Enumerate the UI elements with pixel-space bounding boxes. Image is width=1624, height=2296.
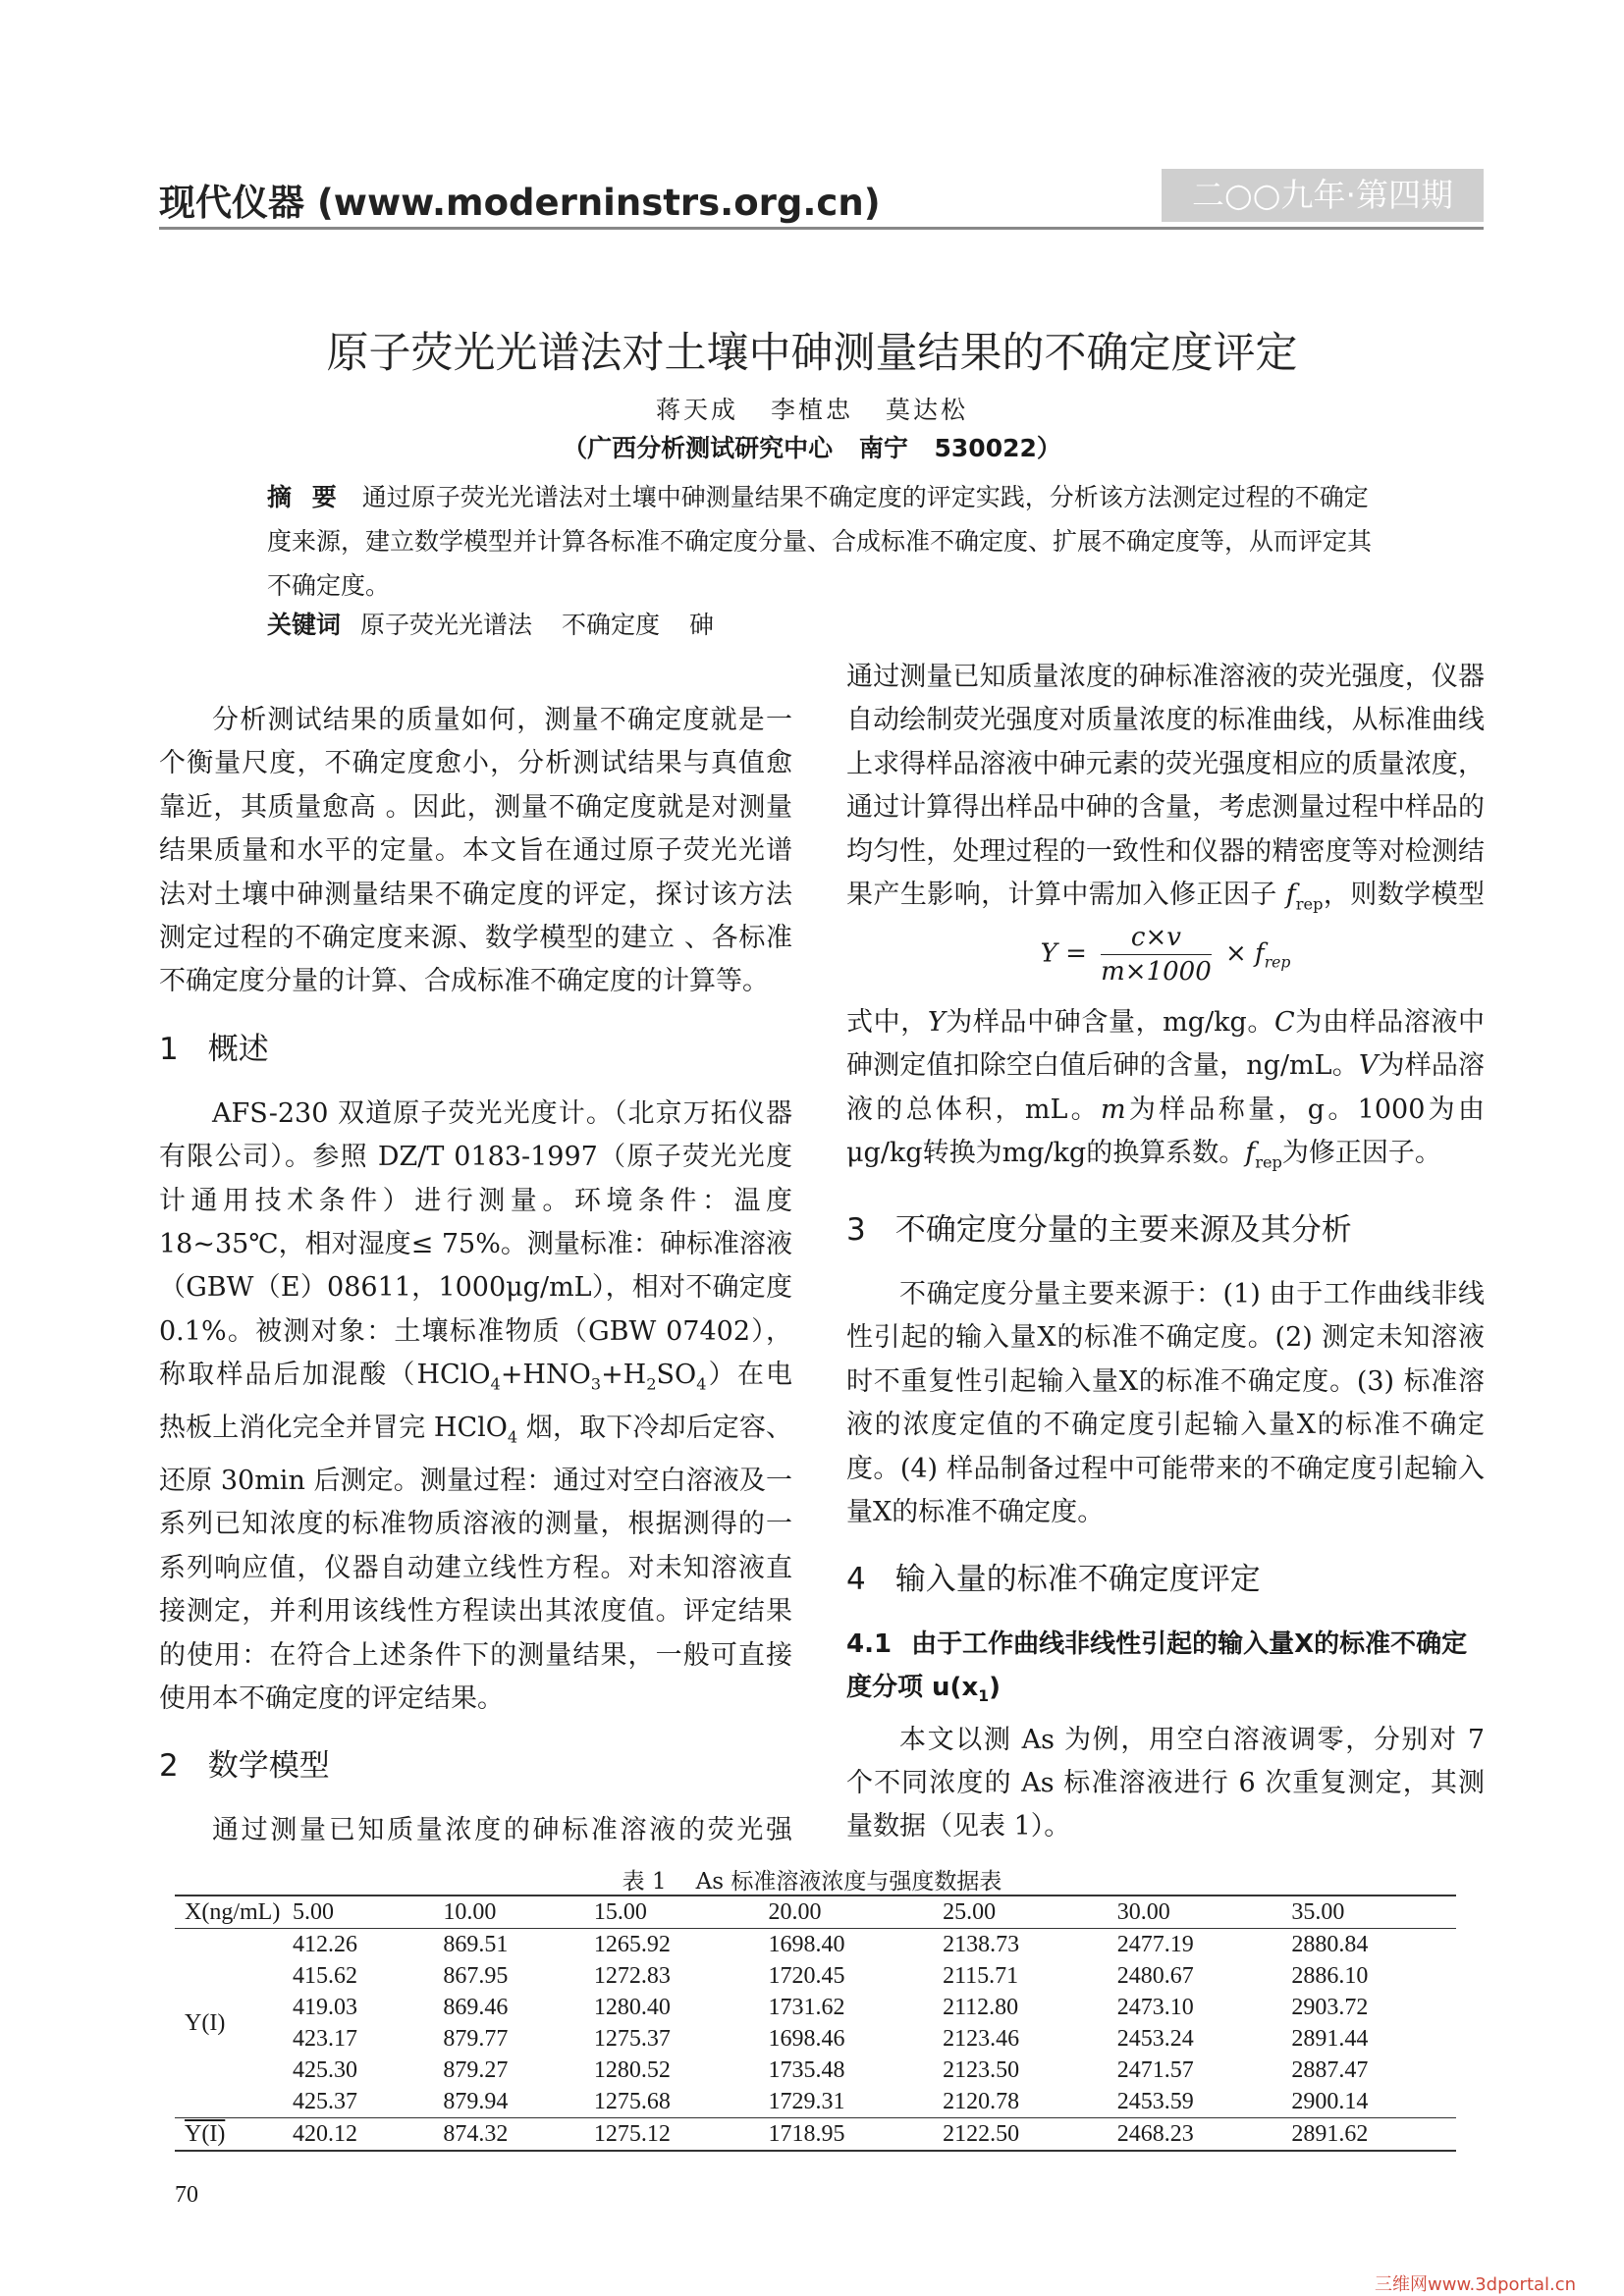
section-4-heading [846,1556,1485,1603]
x-label: X(ng/mL) [175,1896,283,1929]
x-value: 5.00 [283,1896,433,1929]
table-cell: 2453.24 [1116,2025,1194,2052]
section-number: 2 [159,1748,179,1785]
subsection-4-1-heading: 4.1 由于工作曲线非线性引起的输入量X的标准不确定度分项 $u(x_1)$ [846,1629,1468,1706]
table-cell: 869.51 [443,1931,509,1957]
table-number: 表 1 [622,1869,667,1895]
section-number: 4 [846,1562,866,1598]
table-cell: 1698.40 [768,1931,845,1957]
table-cell: 879.27 [443,2056,509,2083]
section-2-heading [159,1742,792,1789]
subsection-4-1-paragraph: 本文以测 As 为例，用空白溶液调零，分别对 7 个不同浓度的 As 标准溶液进行 6 次重复测定，其测量数据（见表 1）。 [846,1724,1485,1842]
table-cell: 419.03 [293,1994,357,2020]
table-cell: 1280.40 [593,1994,671,2020]
article-title: 原子荧光光谱法对土壤中砷测量结果的不确定度评定 [326,329,1298,378]
table-cell: 425.37 [293,2088,357,2114]
page-number: 70 [175,2182,198,2208]
section-title: 数学模型 [207,1748,330,1785]
header-divider [159,227,1484,230]
table-cell: 2453.59 [1116,2088,1194,2114]
abstract-text: 通过原子荧光光谱法对土壤中砷测量结果不确定度的评定实践，分析该方法测定过程的不确定度来源，建立数学模型并计算各标准不确定度分量、合成标准不确定度、扩展不确定度等，从而评定其不确定度。 [267,483,1373,600]
table-cell: 1729.31 [768,2088,845,2114]
section-number: 1 [159,1031,179,1067]
x-value: 15.00 [584,1896,759,1929]
table-header-row [175,1896,1456,1929]
right-column [846,662,1486,1849]
formula [846,921,1485,997]
issue-badge: 二○○九年·第四期 [1162,169,1484,222]
watermark: 三维网www.3dportal.cn [1375,2274,1577,2295]
table-cell: 2471.57 [1116,2056,1194,2083]
table-cell: 2903.72 [1291,1994,1369,2020]
section-title: 不确定度分量的主要来源及其分析 [894,1212,1352,1249]
formula-subscript: rep [1264,953,1291,972]
table-cell: 1272.83 [593,1962,671,1989]
keyword: 不确定度 [562,611,661,639]
x-value: 30.00 [1108,1896,1282,1929]
keywords-label: 关键词 [267,611,342,639]
formula-fraction [1101,921,1212,988]
intro-paragraph: 分析测试结果的质量如何，测量不确定度就是一个衡量尺度，不确定度愈小，分析测试结果与真值愈靠近，其质量愈高 。因此，测量不确定度就是对测量结果质量和水平的定量。本文旨在通过原子荧光光谱法对土壤中砷测量结果不确定度的评定，探讨该方法测定过程的不确定度来源、数学模型的建立 、各标准不确定度分量的计算、合成标准不确定度的计算等。 [159,705,792,997]
table-cell: 1731.62 [768,1994,845,2020]
section-2-paragraph-cont: 通过测量已知质量浓度的砷标准溶液的荧光强度，仪器自动绘制荧光强度对质量浓度的标准曲线，从标准曲线上求得样品溶液中砷元素的荧光强度相应的质量浓度，通过计算得出样品中砷的含量，考虑测量过程中样品的均匀性，处理过程的一致性和仪器的精密度等对检测结果产生影响，计算中需加入修正因子 $f_{rep}$，则数学模型 [846,662,1485,914]
x-value: 35.00 [1281,1896,1456,1929]
table-cell: 1698.46 [768,2025,845,2052]
formula-denominator: m×1000 [1101,957,1212,987]
table-cell: 1275.68 [593,2088,671,2114]
table-cell: 1280.52 [593,2056,671,2083]
section-1-paragraph: AFS-230 双道原子荧光光度计。（北京万拓仪器有限公司）。参照 DZ/T 0183-1997（原子荧光光度计通用技术条件）进行测量。环境条件：温度 18~35℃，相对湿度≤ 75%。测量标准：砷标准溶液（GBW（E）08611，1000μg/mL），相对不确定度 0.1%。被测对象：土壤标准物质（GBW 07402），称取样品后加混酸$(HClO_4+HNO_3+H_2SO_4)$在电热板上消化完全并冒完 HClO$_4$ 烟，取下冷却后定容、还原 30min 后测定。测量过程：通过对空白溶液及一系列已知浓度的标准物质溶液的测量，根据测得的一系列响应值，仪器自动建立线性方程。对未知溶液直接测定，并利用该线性方程读出其浓度值。评定结果的使用：在符合上述条件下的测量结果，一般可直接使用本不确定度的评定结果。 [159,1097,793,1714]
x-value: 25.00 [933,1896,1108,1929]
table-cell: 869.46 [443,1994,509,2020]
left-column [159,699,792,1852]
affiliation: （广西分析测试研究中心 南宁 530022） [563,434,1061,462]
y-label: Y(I) [185,2009,226,2036]
table-cell: 2900.14 [1291,2088,1369,2114]
keywords [267,603,1377,647]
table-row [175,2023,1456,2055]
table-cell: 2138.73 [943,1931,1020,1957]
table-cell: 2112.80 [943,1994,1019,2020]
formula-factor: × f [1225,938,1265,969]
journal-name: 现代仪器 (www.moderninstrs.org.cn) [159,182,881,224]
section-title: 输入量的标准不确定度评定 [894,1562,1261,1598]
table-title: As 标准溶液浓度与强度数据表 [695,1869,1002,1895]
variable-definitions: 式中，Y为样品中砷含量，mg/kg。C为由样品溶液中砷测定值扣除空白值后砷的含量，ng/mL。V为样品溶液的总体积，mL。m为样品称量，g。1000为由μg/kg转换为mg/kg的换算系数。$f_{rep}$为修正因子。 [846,1007,1486,1172]
table-cell: 2887.47 [1291,2056,1369,2083]
x-value: 20.00 [758,1896,933,1929]
formula-numerator: c×v [1101,921,1212,955]
table-row [175,1992,1456,2023]
table-cell: 2880.84 [1291,1931,1369,1957]
table-row [175,1929,1456,1961]
section-title: 概述 [207,1031,269,1067]
mean-cell: 420.12 [283,2118,433,2152]
table-row [175,2086,1456,2118]
keyword: 原子荧光光谱法 [360,611,533,639]
mean-cell: 2891.62 [1281,2118,1456,2152]
table-cell: 2120.78 [943,2088,1020,2114]
section-3-heading [846,1206,1485,1254]
table-cell: 415.62 [293,1962,357,1989]
table-cell: 1275.37 [593,2025,671,2052]
table-mean-row [175,2118,1456,2152]
x-value: 10.00 [433,1896,583,1929]
table-cell: 879.77 [443,2025,509,2052]
section-2-paragraph: 通过测量已知质量浓度的砷标准溶液的荧光强 [212,1815,792,1846]
formula-lhs: Y = [1040,938,1087,969]
table-cell: 2123.46 [943,2025,1020,2052]
table-cell: 425.30 [293,2056,357,2083]
table-cell: 879.94 [443,2088,509,2114]
table-cell: 1265.92 [593,1931,671,1957]
mean-cell: 1275.12 [584,2118,759,2152]
mean-cell: 1718.95 [758,2118,933,2152]
table-cell: 2123.50 [943,2056,1020,2083]
mean-cell: 874.32 [433,2118,583,2152]
section-number: 3 [846,1212,866,1249]
section-1-heading [159,1026,792,1073]
table-cell: 2480.67 [1116,1962,1194,1989]
table-cell: 2115.71 [943,1962,1019,1989]
table-cell: 867.95 [443,1962,509,1989]
table-cell: 2891.44 [1291,2025,1369,2052]
mean-cell: 2468.23 [1108,2118,1282,2152]
table-cell: 423.17 [293,2025,357,2052]
table-cell: 2886.10 [1291,1962,1369,1989]
mean-cell: 2122.50 [933,2118,1108,2152]
abstract-label: 摘 要 [267,483,343,511]
section-3-paragraph: 不确定度分量主要来源于：(1) 由于工作曲线非线性引起的输入量X的标准不确定度。(2) 测定未知溶液时不重复性引起输入量X的标准不确定度。(3) 标准溶液的浓度定值的不确定度引起输入量X的标准不确定度。(4) 样品制备过程中可能带来的不确定度引起输入量X的标准不确定度。 [846,1279,1485,1528]
authors: 蒋天成 李植忠 莫达松 [656,396,968,424]
table-cell: 412.26 [293,1931,357,1957]
table-caption [0,1863,1624,1896]
table-cell: 1720.45 [768,1962,845,1989]
keyword: 砷 [689,611,715,639]
table-row [175,1960,1456,1992]
table-cell: 1735.48 [768,2056,845,2083]
table-cell: 2473.10 [1116,1994,1194,2020]
data-table [175,1895,1456,2152]
abstract [267,475,1377,608]
table-cell: 2477.19 [1116,1931,1194,1957]
mean-label: Y(I) [175,2118,283,2152]
table-row [175,2055,1456,2086]
